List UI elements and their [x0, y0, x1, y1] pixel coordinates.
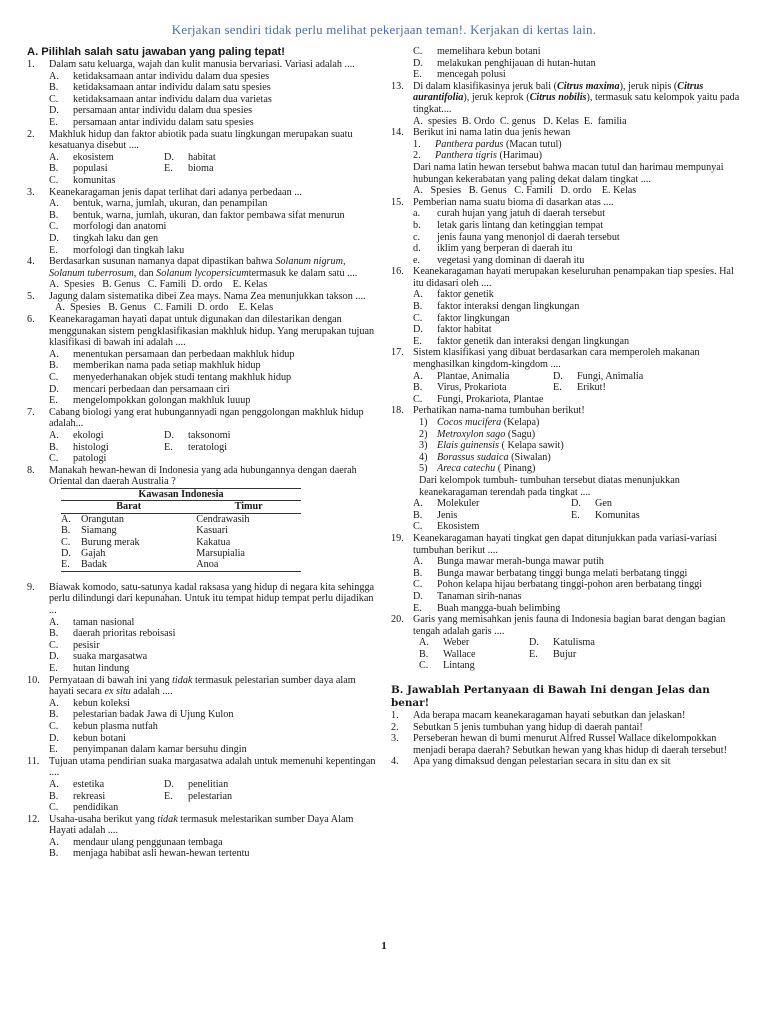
- option[interactable]: c. jenis fauna yang menonjol di daerah tersebut: [413, 231, 620, 243]
- table-title: Kawasan Indonesia: [61, 488, 301, 500]
- option[interactable]: E. Komunitas: [571, 509, 640, 521]
- question-2: 2. Makhluk hidup dan faktor abiotik pada suatu lingkungan merupakan suatu kesatuanya disebut ....: [27, 128, 353, 152]
- section-b-title: B. Jawablah Pertanyaan di Bawah Ini dengan Jelas dan benar!: [391, 684, 710, 710]
- question-11-options: [49, 779, 383, 814]
- option[interactable]: C. Lintang: [419, 660, 475, 672]
- option[interactable]: D. tingkah laku dan gen: [49, 232, 159, 244]
- question-15: 15. Pemberian nama suatu bioma di dasarkan atas ....: [391, 196, 614, 208]
- question-20: 20. Garis yang memisahkan jenis fauna di Indonesia bagian barat dengan bagian tengah adalah garis ....: [391, 614, 726, 637]
- question-13-options[interactable]: A. spesies B. Ordo C. genus D. Kelas E. familia: [413, 115, 627, 127]
- option[interactable]: E. penyimpanan dalam kamar bersuhu dingin: [49, 744, 247, 756]
- option[interactable]: E. hutan lindung: [49, 662, 130, 674]
- option[interactable]: E. pelestarian: [164, 790, 233, 802]
- question-16: 16. Keanekaragaman hayati merupakan keseluruhan penampakan tiap spesies. Hal itu didasari oleh ....: [391, 266, 734, 289]
- option[interactable]: D. taksonomi: [164, 430, 231, 441]
- option[interactable]: A. Plantae, Animalia: [413, 370, 510, 382]
- option[interactable]: A. faktor genetik: [413, 289, 494, 301]
- option[interactable]: B. Jenis: [413, 509, 458, 521]
- option[interactable]: C. memelihara kebun botani: [413, 46, 541, 57]
- option[interactable]: E. mencegah polusi: [413, 69, 506, 81]
- left-column: [27, 46, 383, 860]
- option[interactable]: B. Wallace: [419, 648, 476, 660]
- option[interactable]: A. ekosistem: [49, 151, 114, 163]
- question-12: 12. Usaha-usaha berikut yang tidak termasuk melestarikan sumber Daya Alam Hayati adalah ....: [27, 813, 354, 837]
- question-18-options: [413, 498, 747, 533]
- question-2-options: [49, 152, 383, 187]
- list-item: 4) Borassus sudaica (Siwalan): [419, 451, 551, 463]
- option[interactable]: D. Fungi, Animalia: [553, 370, 644, 382]
- essay-list: [391, 710, 747, 768]
- option[interactable]: A. Weber: [419, 637, 470, 649]
- question-16-options: [413, 289, 747, 347]
- question-7-options: [49, 430, 383, 465]
- option[interactable]: A. menentukan persamaan dan perbedaan makhluk hidup: [49, 348, 295, 360]
- list-item: 2. Panthera tigris (Harimau): [413, 150, 542, 162]
- option[interactable]: D. penelitian: [164, 778, 229, 790]
- question-9: 9. Biawak komodo, satu-satunya kadal raksasa yang hidup di negara kita sehingga perlu dilindungi dari kepunahan. Untuk itu tempat hidup tempat perlu dijadikan ...: [27, 581, 375, 616]
- question-12-options-part2: [413, 46, 747, 81]
- option[interactable]: D. Katulisma: [529, 637, 595, 649]
- option[interactable]: A. taman nasional: [49, 616, 135, 628]
- option[interactable]: A. Molekuler: [413, 498, 480, 510]
- option[interactable]: E. morfologi dan tingkah laku: [49, 244, 185, 256]
- option[interactable]: B. daerah prioritas reboisasi: [49, 628, 176, 640]
- question-5: 5. Jagung dalam sistematika dibei Zea mays. Nama Zea menunjukkan takson ....: [27, 290, 366, 302]
- question-18: 18. Perhatikan nama-nama tumbuhan berikut!: [391, 405, 585, 417]
- table-row[interactable]: A. Orangutan Cendrawasih: [61, 513, 250, 525]
- question-4: 4. Berdasarkan susunan namanya dapat dipastikan bahwa Solanum nigrum, Solanum tuberrosum, dan Solanum lycopersicumtermasuk ke dalam satu ....: [27, 256, 358, 279]
- option[interactable]: B. histologi: [49, 441, 109, 453]
- option[interactable]: C. menyederhanakan objek studi tentang makhluk hidup: [49, 372, 292, 384]
- option[interactable]: A. bentuk, warna, jumlah, ukuran, dan penampilan: [49, 198, 268, 210]
- table-row[interactable]: E. Badak Anoa: [61, 559, 301, 571]
- option[interactable]: B. Virus, Prokariota: [413, 382, 507, 394]
- question-3: 3. Keanekaragaman jenis dapat terlihat dari adanya perbedaan ...: [27, 186, 302, 198]
- option[interactable]: C. faktor lingkungan: [413, 312, 510, 324]
- option[interactable]: a. curah hujan yang jatuh di daerah tersebut: [413, 208, 606, 220]
- essay-item: 1. Ada berapa macam keanekaragaman hayati sebutkan dan jelaskan!: [391, 710, 686, 722]
- option[interactable]: D. Tanaman sirih-nanas: [413, 590, 522, 602]
- option[interactable]: A. estetika: [49, 778, 105, 790]
- list-item: 2) Metroxylon sago (Sagu): [419, 428, 536, 440]
- option[interactable]: A. ekologi: [49, 430, 104, 441]
- question-15-options: [413, 208, 747, 266]
- kawasan-table: [61, 488, 301, 572]
- question-10: 10. Pernyataan di bawah ini yang tidak termasuk pelestarian sumber daya alam hayati secara ex situ adalah ....: [27, 674, 356, 698]
- option[interactable]: C. Fungi, Prokariota, Plantae: [413, 393, 544, 405]
- question-18-text: Dari kelompok tumbuh- tumbuhan tersebut diatas menunjukkan keanekaragaman terendah pada tingkat ....: [419, 474, 680, 498]
- option[interactable]: D. suaka margasatwa: [49, 651, 148, 663]
- question-20-options: [419, 637, 747, 672]
- question-14-text: Dari nama latin hewan tersebut bahwa macan tutul dan harimau mempunyai hubungan kekerabatan yang paling dekat dalam tingkat ....: [413, 161, 724, 185]
- list-item: 1) Cocos mucifera (Kelapa): [419, 417, 540, 428]
- list-item: 5) Areca catechu ( Pinang): [419, 463, 536, 475]
- question-4-options[interactable]: A. Spesies B. Genus C. Famili D. ordo E. Kelas: [49, 279, 268, 291]
- option[interactable]: A. mendaur ulang penggunaan tembaga: [49, 836, 223, 848]
- section-a-title: A. Pilihlah salah satu jawaban yang paling tepat!: [27, 46, 285, 58]
- option[interactable]: E. bioma: [164, 163, 214, 175]
- option[interactable]: D. mencari perbedaan dan persamaan ciri: [49, 383, 230, 395]
- option[interactable]: d. iklim yang berperan di daerah itu: [413, 243, 573, 255]
- question-1: 1. Dalam satu keluarga, wajah dan kulit manusia bervariasi. Variasi adalah ....: [27, 59, 355, 70]
- question-7: 7. Cabang biologi yang erat hubungannyadi ngan penggolongan makhluk hidup adalah...: [27, 406, 364, 430]
- option[interactable]: C. patologi: [49, 453, 107, 465]
- table-row[interactable]: B. Siamang Kasuari: [61, 525, 228, 537]
- question-19: 19. Keanekaragaman hayati tingkat gen dapat ditunjukkan pada variasi-variasi tumbuhan berikut ....: [391, 532, 718, 556]
- question-14: 14. Berikut ini nama latin dua jenis hewan: [391, 127, 571, 139]
- question-10-options: [49, 698, 383, 756]
- option[interactable]: E. mengelompokkan golongan makhluk luuup: [49, 395, 251, 407]
- option[interactable]: B. rekreasi: [49, 790, 106, 802]
- option[interactable]: E. faktor genetik dan interaksi dengan lingkungan: [413, 335, 630, 347]
- question-14-items: [413, 139, 747, 162]
- question-9-options: [49, 617, 383, 675]
- page-number: 1: [381, 940, 387, 952]
- option[interactable]: D. kebun botani: [49, 732, 126, 744]
- table-header-barat: Barat: [61, 501, 196, 513]
- question-11: 11. Tujuan utama pendirian suaka margasatwa adalah untuk memenuhi kepentingan ....: [27, 755, 376, 779]
- table-row[interactable]: D. Gajah Marsupialia: [61, 548, 245, 559]
- option[interactable]: B. menjaga habibat asli hewan-hewan tertentu: [49, 848, 250, 860]
- question-8: 8. Manakah hewan-hewan di Indonesia yang ada hubungannya dengan daerah Oriental dan daerah Australia ?: [27, 464, 357, 488]
- question-12-options-part1: [49, 837, 383, 860]
- option[interactable]: e. vegetasi yang dominan di daerah itu: [413, 254, 585, 266]
- option[interactable]: C. pesisir: [49, 639, 100, 651]
- question-6-options: [49, 349, 383, 407]
- question-19-options: [413, 556, 747, 614]
- table-header-timur: Timur: [196, 501, 301, 513]
- question-1-options: [49, 71, 383, 129]
- option[interactable]: E. Buah mangga-buah belimbing: [413, 602, 561, 614]
- option[interactable]: B. memberikan nama pada setiap makhluk hidup: [49, 360, 261, 372]
- option[interactable]: E. Erikut!: [553, 382, 606, 394]
- list-item: 3) Elais guinensis ( Kelapa sawit): [419, 440, 564, 452]
- question-6: 6. Keanekaragaman hayati dapat untuk digunakan dan dilestarikan dengan menggunakan sistem pengklasifikasian makhluk hidup. Yang merupakan tujuan klasifikasi di bawah ini adalah ....: [27, 314, 375, 349]
- option[interactable]: E. Bujur: [529, 648, 577, 660]
- option[interactable]: b. letak garis lintang dan ketinggian tempat: [413, 219, 604, 231]
- question-17: 17. Sistem klasifikasi yang dibuat berdasarkan cara memperoleh makanan menghasilkan kingdom-kingdom ....: [391, 347, 700, 371]
- page-header-instruction: Kerjakan sendiri tidak perlu melihat pekerjaan teman!. Kerjakan di kertas lain.: [171, 22, 597, 37]
- essay-item: 3. Perseberan hewan di bumi menurut Alfred Russel Wallace dikelompokkan menjadi berapa daerah? Sebutkan hewan yang khas hidup di daerah tersebut!: [391, 733, 727, 756]
- question-14-options[interactable]: A. Spesies B. Genus C. Famili D. ordo E. Kelas: [413, 185, 637, 197]
- option[interactable]: B. Bunga mawar berbatang tinggi bunga melati berbatang tinggi: [413, 567, 688, 579]
- option[interactable]: C. morfologi dan anatomi: [49, 221, 167, 233]
- essay-item: 4. Apa yang dimaksud dengan pelestarian secara in situ dan ex sit: [391, 756, 671, 768]
- option[interactable]: B. faktor interaksi dengan lingkungan: [413, 301, 580, 313]
- option[interactable]: A. Bunga mawar merah-bunga mawar putih: [413, 556, 604, 568]
- question-13: 13. Di dalam klasifikasinya jeruk bali (Citrus maxima), jeruk nipis (Citrus aurantifolia), jeruk keprok (Citrus nobilis), termasuk satu kelompok yaitu pada tingkat....: [391, 80, 740, 115]
- essay-item: 2. Sebutkan 5 jenis tumbuhan yang hidup di daerah pantai!: [391, 721, 643, 733]
- option[interactable]: D. faktor habitat: [413, 324, 492, 336]
- list-item: 1. Panthera pardus (Macan tutul): [413, 138, 562, 150]
- option[interactable]: A. kebun koleksi: [49, 697, 130, 709]
- option[interactable]: C. Ekosistem: [413, 521, 480, 533]
- option[interactable]: B. ketidaksamaan antar individu dalam satu spesies: [49, 82, 271, 94]
- option[interactable]: D. habitat: [164, 151, 216, 163]
- option[interactable]: E. persamaan antar individu dalam satu spesies: [49, 116, 254, 128]
- option[interactable]: D. melakukan penghijauan di hutan-hutan: [413, 57, 596, 69]
- option[interactable]: B. populasi: [49, 163, 108, 175]
- option[interactable]: C. komunitas: [49, 174, 116, 186]
- right-column: [391, 46, 747, 768]
- question-17-options: [413, 371, 747, 406]
- option[interactable]: C. ketidaksamaan antar individu dalam dua varietas: [49, 93, 272, 105]
- option[interactable]: C. pendidikan: [49, 802, 119, 814]
- option[interactable]: D. persamaan antar individu dalam dua spesies: [49, 105, 253, 117]
- option[interactable]: C. kebun plasma nutfah: [49, 720, 158, 732]
- question-18-items: [419, 417, 747, 475]
- question-3-options: [49, 198, 383, 256]
- option[interactable]: A. ketidaksamaan antar individu dalam dua spesies: [49, 70, 270, 82]
- table-row[interactable]: C. Burung merak Kakatua: [61, 536, 231, 548]
- option[interactable]: D. Gen: [571, 498, 612, 510]
- option[interactable]: E. teratologi: [164, 441, 228, 453]
- question-5-options[interactable]: A. Spesies B. Genus C. Famili D. ordo E. Kelas: [55, 302, 274, 314]
- option[interactable]: C. Pohon kelapa hijau berbatang tinggi-pohon aren berbatang tinggi: [413, 579, 703, 591]
- option[interactable]: B. bentuk, warna, jumlah, ukuran, dan faktor pembawa sifat menurun: [49, 209, 345, 221]
- option[interactable]: B. pelestarian badak Jawa di Ujung Kulon: [49, 709, 234, 721]
